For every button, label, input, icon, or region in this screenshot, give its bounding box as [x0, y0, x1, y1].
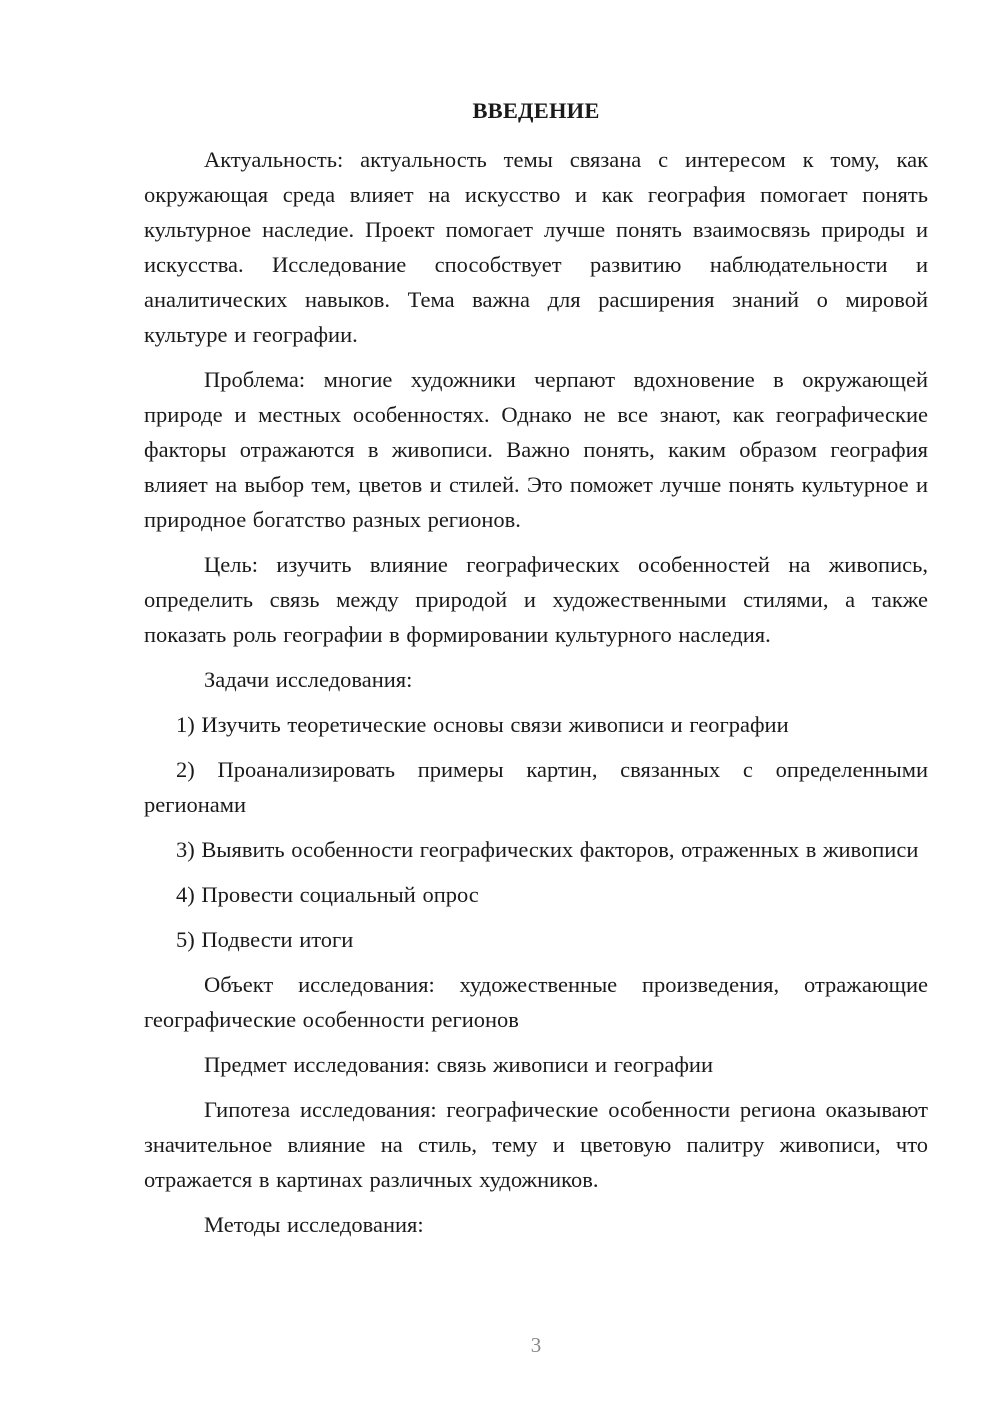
- subject-paragraph: Предмет исследования: связь живописи и географии: [204, 1052, 714, 1077]
- page-number: 3: [530, 1333, 542, 1357]
- task-item-3: 3) Выявить особенности географических факторов, отраженных в живописи: [176, 837, 919, 862]
- task-item-1: 1) Изучить теоретические основы связи живописи и географии: [176, 712, 789, 737]
- problem-paragraph: Проблема: многие художники черпают вдохновение в окружающей природе и местных особенностях. Однако не все знают, как географические факторы отражаются в живописи. Важно понять, каким образом география влияет на выбор тем, цветов и стилей. Это поможет лучше понять культурное и природное богатство разных регионов.: [144, 367, 928, 532]
- task-item-5: 5) Подвести итоги: [176, 927, 354, 952]
- goal-paragraph: Цель: изучить влияние географических особенностей на живопись, определить связь между природой и художественными стилями, а также показать роль географии в формировании культурного наследия.: [144, 552, 928, 647]
- object-paragraph: Объект исследования: художественные произведения, отражающие географические особенности регионов: [144, 972, 928, 1032]
- relevance-paragraph: Актуальность: актуальность темы связана с интересом к тому, как окружающая среда влияет на искусство и как география помогает понять культурное наследие. Проект помогает лучше понять взаимосвязь природы и искусства. Исследование способствует развитию наблюдательности и аналитических навыков. Тема важна для расширения знаний о мировой культуре и географии.: [144, 147, 928, 347]
- page-body: [144, 142, 928, 1252]
- hypothesis-paragraph: Гипотеза исследования: географические особенности региона оказывают значительное влияние на стиль, тему и цветовую палитру живописи, что отражается в картинах различных художников.: [144, 1097, 928, 1192]
- tasks-heading: Задачи исследования:: [204, 667, 413, 692]
- task-item-4: 4) Провести социальный опрос: [176, 882, 479, 907]
- page-title: ВВЕДЕНИЕ: [472, 98, 600, 123]
- methods-heading: Методы исследования:: [204, 1212, 424, 1237]
- task-item-2: 2) Проанализировать примеры картин, связанных с определенными регионами: [144, 757, 928, 817]
